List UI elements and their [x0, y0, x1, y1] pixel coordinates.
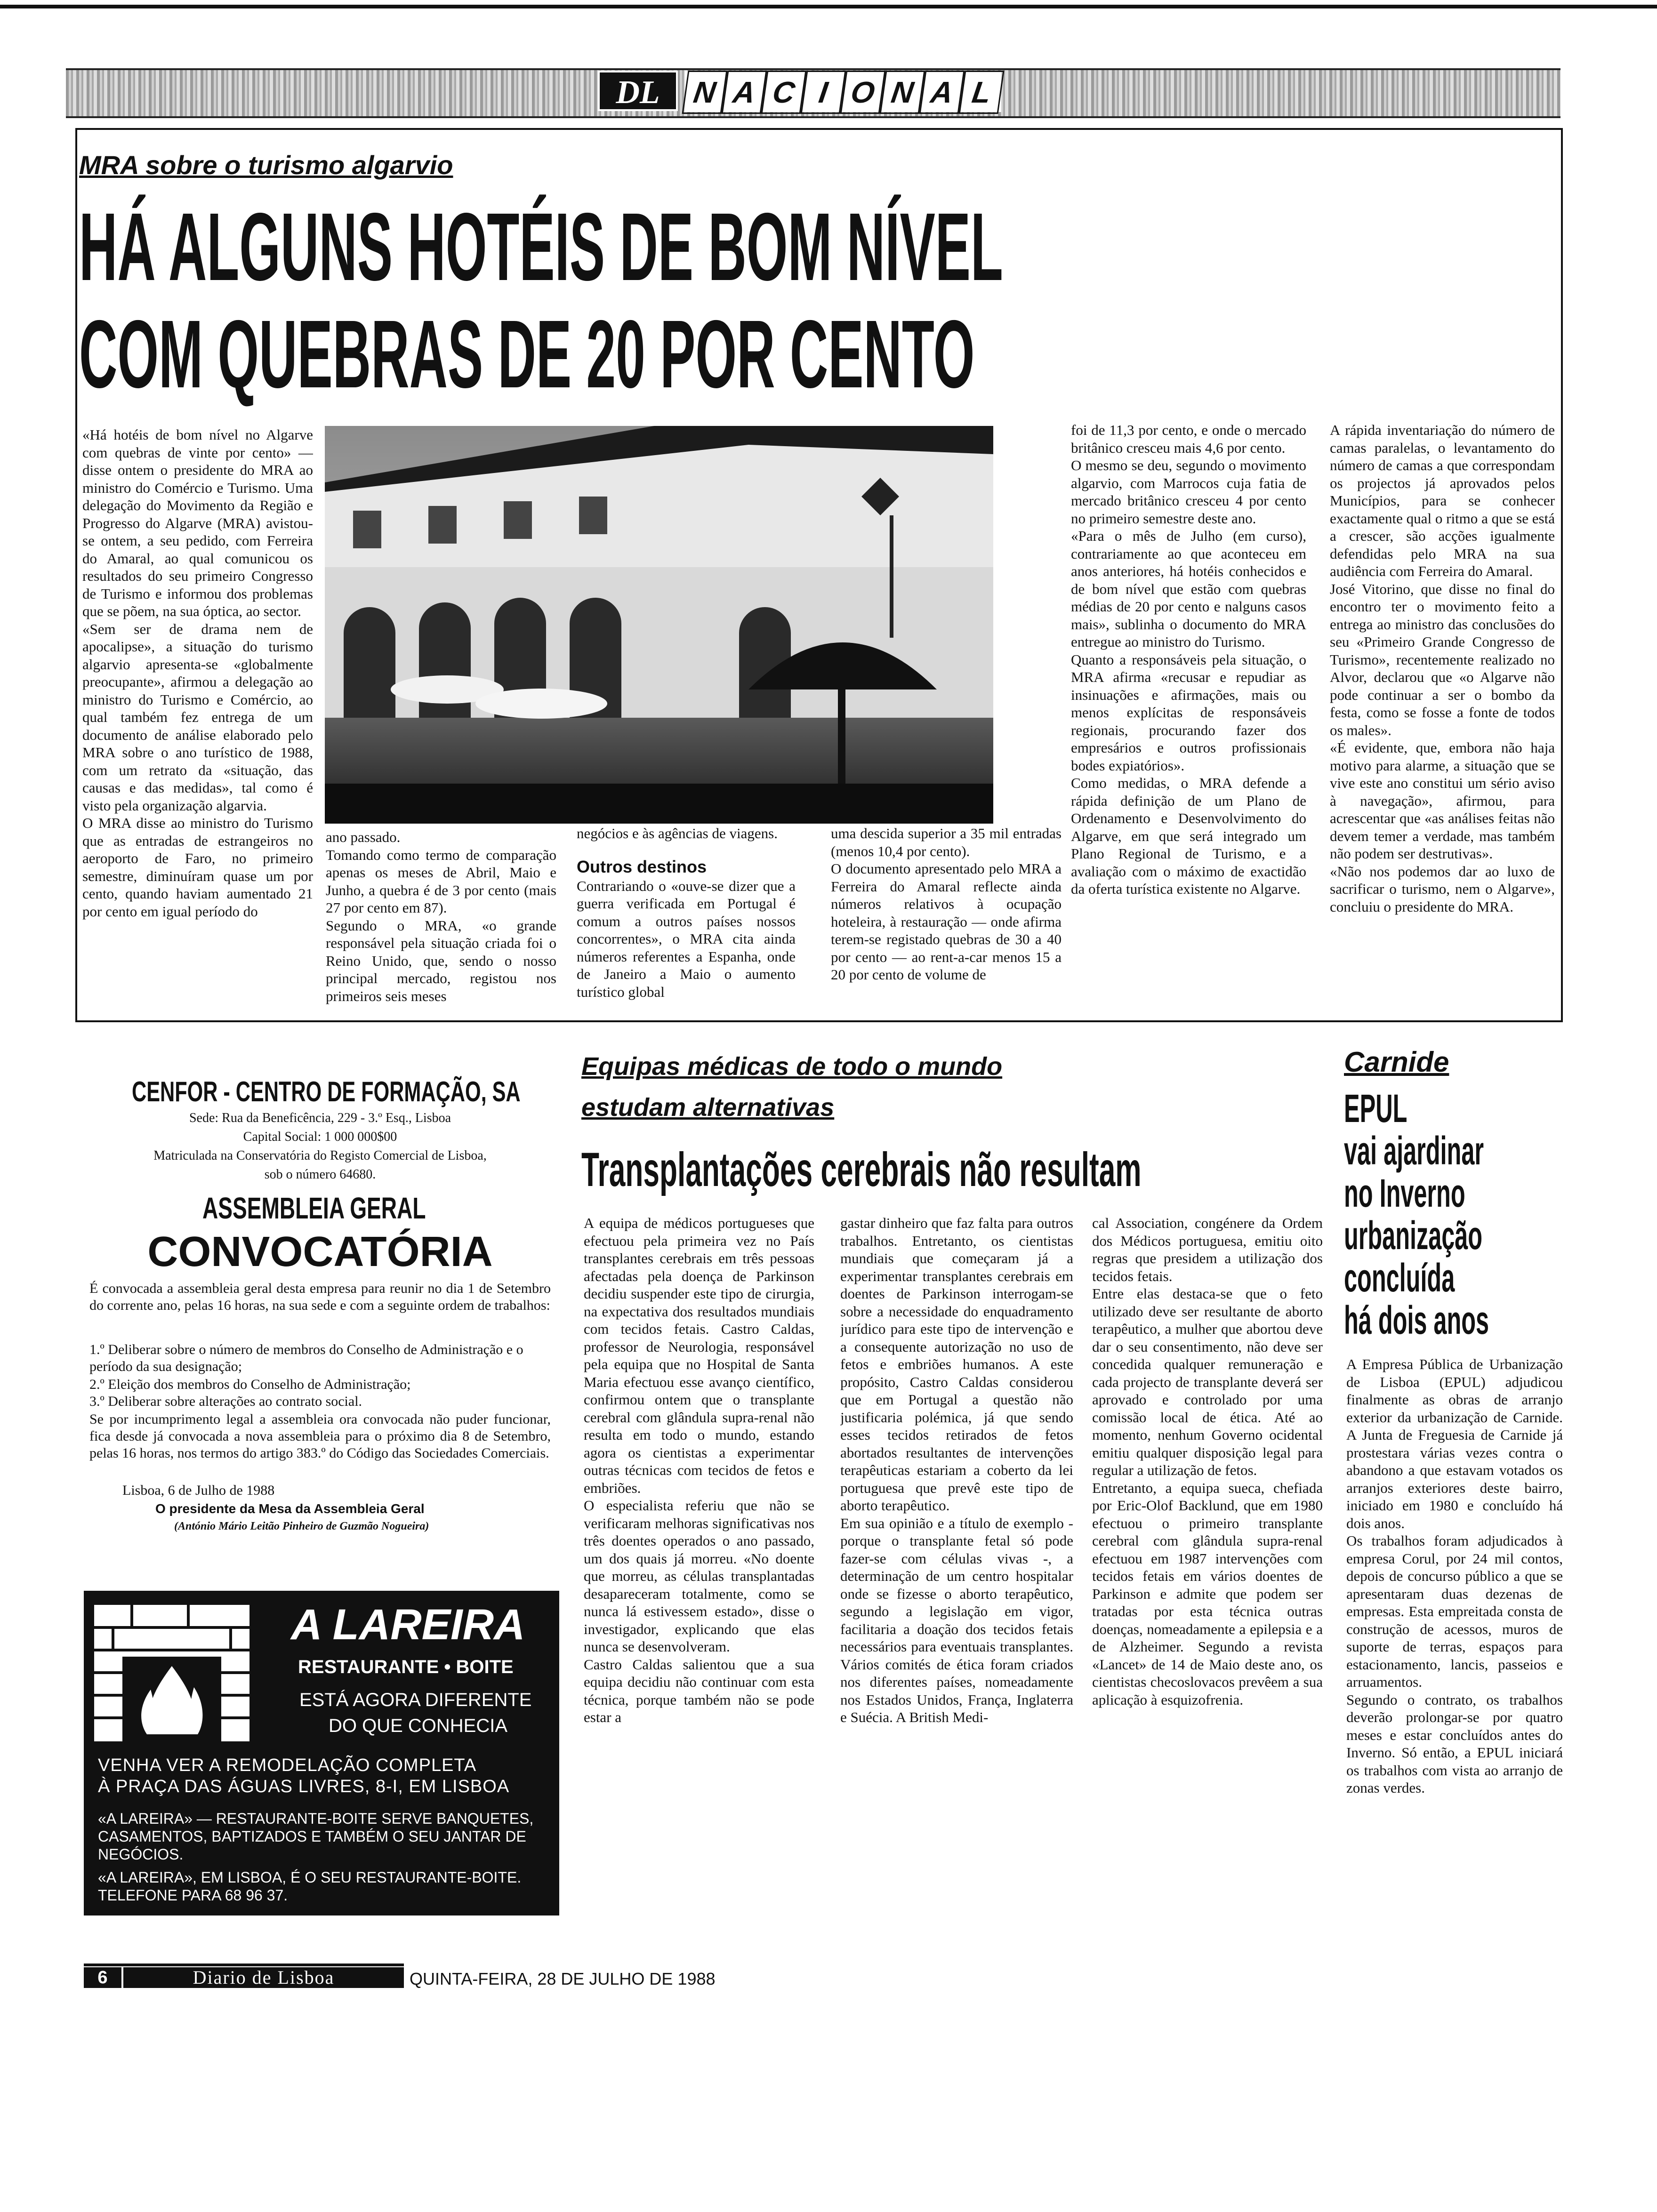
section-title [685, 71, 1001, 112]
lareira-tagline-1: ESTÁ AGORA DIFERENTE [299, 1690, 532, 1710]
masthead-text: Diario de Lisboa [193, 1967, 335, 1988]
section-letter: I [801, 71, 846, 114]
cenfor-convocation: CONVOCATÓRIA [147, 1228, 493, 1275]
page-number: 6 [97, 1968, 108, 1988]
cenfor-note: Se por incumprimento legal a assembleia ora convocada não puder funcionar, fica desde já convocada a nova assembleia para o próximo dia 8 de Setembro, pelas 16 horas, nos termos do artigo 383.º do Código das Sociedades Comerciais. [89, 1411, 551, 1461]
fireplace-icon [94, 1605, 249, 1741]
lareira-tagline-2: DO QUE CONHECIA [329, 1715, 508, 1736]
cenfor-date: Lisboa, 6 de Julho de 1988 [122, 1483, 275, 1498]
lead-column-3-rest: Contrariando o «ouve-se dizer que a guerra verificada em Portugal é comum a outros países nossos concorrentes», o MRA cita ainda números referentes a Espanha, onde de Janeiro a Maio o aumento turístico global [577, 877, 796, 1000]
carnide-headline-line: urbanização [1344, 1213, 1483, 1258]
cenfor-registry-1: Matriculada na Conservatória do Registo Comercial de Lisboa, [153, 1148, 487, 1163]
section-letter: O [840, 71, 886, 114]
lead-column-5: foi de 11,3 por cento, e onde o mercado britânico cresceu mais 4,6 por cento. O mesmo se deu, segundo o movimento algarvio, com Marrocos cuja fatia de mercado britânico cresceu 4 por cento no primeiro semestre deste ano. «Para o mês de Julho (em curso), contrariamente ao que aconteceu em anos anteriores, há hotéis conhecidos e de bom nível que estão com quebras médias de 20 por cento e nalguns casos mais», sublinha o documento do MRA entregue ao ministro do Turismo. Quanto a responsáveis pela situação, o MRA afirma «recusar e repudiar as insinuações e afirmações, mais ou menos explícitas de responsáveis regionais, procurando fazer dos empresários e outros profissionais bodes expiatórios». Como medidas, o MRA defende a rápida definição de um Plano de Ordenamento e Desenvolvimento do Algarve, em que será integrado um Plano Regional de Turismo, e a avaliação com o máximo de exactidão da oferta turística existente no Algarve. [1071, 422, 1306, 897]
logo-text: DL [616, 74, 660, 111]
section-letter: N [682, 71, 728, 114]
cenfor-capital: Capital Social: 1 000 000$00 [243, 1130, 397, 1144]
cenfor-registry-2: sob o número 64680. [264, 1167, 376, 1182]
hotel-photo-image [325, 426, 993, 824]
section-letter: A [722, 71, 767, 114]
transplant-column-2: gastar dinheiro que faz falta para outros trabalhos. Entretanto, os cientistas mundiais que começaram já a experimentar transplantes cerebrais em doentes de Parkinson interrogam-se sobre a necessidade do enquadramento jurídico para este tipo de intervenção e a consequente autorização no uso de fetos e embriões humanos. A este propósito, Castro Caldas considerou que em Portugal a questão não justificaria polémica, já que sendo esses tecidos retirados de fetos abortados resultantes de intervenções terapêuticas estariam a coberto da lei portuguesa que prevê este tipo de aborto terapêutico. Em sua opinião e a título de exemplo - porque o transplante fetal só pode fazer-se com células vivas -, a determinação de um centro hospitalar onde se fizesse o aborto terapêutico, segundo a legislação em vigor, facilitaria a doação dos tecidos fetais necessários para eventuais transplantes. Vários comités de ética foram criados nos diferentes países, nomeadamente nos Estados Unidos, França, Inglaterra e Suécia. A British Medi- [840, 1215, 1073, 1725]
lead-subhead: Outros destinos [577, 857, 707, 876]
carnide-headline-line: no Inverno [1344, 1171, 1465, 1215]
lareira-line-4: «A LAREIRA», EM LISBOA, É O SEU RESTAURANTE-BOITE. TELEFONE PARA 68 96 37. [98, 1869, 522, 1904]
lareira-ad [84, 1591, 559, 1915]
section-letter: C [761, 71, 807, 114]
cenfor-item-2: 2.º Eleição dos membros do Conselho de Administração; [89, 1377, 411, 1392]
carnide-headline-line: EPUL [1344, 1086, 1408, 1130]
cenfor-item-1: 1.º Deliberar sobre o número de membros do Conselho de Administração e o período da sua designação; [89, 1342, 523, 1374]
transplant-column-1: A equipa de médicos portugueses que efectuou pela primeira vez no País transplantes cerebrais em três pessoas afectadas pela doença de Parkinson decidiu suspender este tipo de cirurgia, na expectativa dos resultados mundiais com tecidos fetais. Castro Caldas, professor de Neurologia, responsável pela equipa que no Hospital de Santa Maria efectuou esse avanço científico, confirmou ontem que o transplante cerebral com glândula supra-renal não resulta em todo o mundo, estando agora os cientistas a experimentar outras técnicas com tecidos de fetos e embriões. O especialista referiu que não se verificaram melhoras significativas nos três doentes operados o ano passado, um dos quais já morreu. «No doente que morreu, as células transplantadas desapareceram totalmente, como se nunca lá estivessem estado», disse o investigador, explicando que elas nunca se desenvolveram. Castro Caldas salientou que a sua equipa decidiu não continuar com esta técnica, porque também não se pode estar a [584, 1215, 814, 1725]
cenfor-assembly: ASSEMBLEIA GERAL [202, 1191, 426, 1225]
cenfor-signature-title: O presidente da Mesa da Assembleia Geral [155, 1501, 425, 1516]
lareira-line-3: «A LAREIRA» — RESTAURANTE-BOITE SERVE BANQUETES, CASAMENTOS, BAPTIZADOS E TAMBÉM O SEU JANTAR DE NEGÓCIOS. [98, 1810, 534, 1863]
footer-date: QUINTA-FEIRA, 28 DE JULHO DE 1988 [410, 1969, 716, 1988]
cenfor-address: Sede: Rua da Beneficência, 229 - 3.º Esq., Lisboa [189, 1111, 451, 1125]
lareira-title: A LAREIRA [291, 1601, 525, 1649]
lead-column-3-top: negócios e às agências de viagens. [577, 825, 778, 842]
transplant-kicker-1: Equipas médicas de todo o mundo [581, 1052, 1003, 1081]
cenfor-intro: É convocada a assembleia geral desta empresa para reunir no dia 1 de Setembro do corrente ano, pelas 16 horas, na sua sede e com a seguinte ordem de trabalhos: [89, 1281, 551, 1313]
section-logo [598, 71, 678, 111]
carnide-body: A Empresa Pública de Urbanização de Lisboa (EPUL) adjudicou finalmente as obras de arranjo exterior da urbanização de Carnide. A Junta de Freguesia de Carnide já prostestara várias vezes contra o abandono a que estavam votados os arranjos exteriores deste bairro, iniciado em 1980 e concluído há dois anos. Os trabalhos foram adjudicados à empresa Corul, por 24 mil contos, depois de concurso público a que se apresentaram duas dezenas de empresas. Esta empreitada consta de construção de acessos, muros de suporte de terras, espaços para estacionamento, lancis, passeios e arruamentos. Segundo o contrato, os trabalhos deverão prolongar-se por quatro meses e estar concluídos antes do Inverno. Só então, a EPUL iniciará os trabalhos com vista ao arranjo de zonas verdes. [1346, 1356, 1563, 1796]
transplant-kicker-2: estudam alternativas [581, 1093, 835, 1122]
hotel-photo [325, 426, 993, 824]
cenfor-company: CENFOR - CENTRO DE FORMAÇÃO, SA [132, 1076, 521, 1107]
cenfor-notice [85, 1050, 555, 1567]
lead-column-3 [577, 825, 796, 1022]
carnide-kicker: Carnide [1344, 1046, 1449, 1078]
transplant-column-3: cal Association, congénere da Ordem dos Médicos portuguesa, emitiu oito regras que presidem a utilização dos tecidos fetais. Entre elas destaca-se que o feto utilizado deve ser resultante de aborto terapêutico, a mulher que abortou deve dar o seu consentimento, não deve ser concedida qualquer remuneração e cada projecto de transplante deverá ser aprovado e controlado por uma comissão local de ética. Até ao momento, nenhum Governo ocidental emitiu qualquer disposição legal para regular a utilização de fetos. Entretanto, a equipa sueca, chefiada por Eric-Olof Backlund, que em 1980 efectuou o primeiro transplante cerebral com glândula supra-renal efectuou em 1987 intervenções com tecidos fetais em vários doentes de Parkinson e admite que podem ser tratadas por esta técnica outras doenças, nomeadamente a epilepsia e a de Alzheimer. Segundo a revista «Lancet» de 14 de Maio deste ano, os cientistas checoslovacos prevêem a sua aplicação à esquizofrenia. [1092, 1215, 1323, 1708]
lead-headline-line1: HÁ ALGUNS HOTÉIS DE BOM NÍVEL [79, 193, 1003, 301]
footer-page-number [84, 1967, 121, 1988]
footer-rule [84, 1964, 404, 1966]
carnide-headline-line: vai ajardinar [1344, 1129, 1484, 1173]
cenfor-item-3: 3.º Deliberar sobre alterações ao contrato social. [89, 1394, 362, 1409]
lareira-line-2: À PRAÇA DAS ÁGUAS LIVRES, 8-I, EM LISBOA [98, 1777, 510, 1796]
lead-column-6: A rápida inventariação do número de camas paralelas, o levantamento do número de camas a que correspondam os projectos já aprovados pelos Municípios, para se conhecer exactamente qual o ritmo a que se está a crescer, são acções igualmente defendidas pelo MRA na sua audiência com Ferreira do Amaral. José Vitorino, que disse no final do encontro ter o movimento feito a entrega ao ministro das conclusões do seu «Primeiro Grande Congresso de Turismo», recentemente realizado no Alvor, declarou que «o Algarve não pode continuar a ser o bombo da festa, como se fosse a fonte de todos os males». «É evidente, que, embora não haja motivo para alarme, a situação que se vive este ano constitui um sério aviso à navegação», afirmou, para acrescentar que «as análises feitas não devem temer a verdade, mas também não podem ser destrutivas». «Não nos podemos dar ao luxo de sacrificar o turismo, nem o Algarve», concluiu o presidente do MRA. [1330, 422, 1555, 915]
lead-column-1: «Há hotéis de bom nível no Algarve com quebras de vinte por cento» — disse ontem o presidente do MRA ao ministro do Comércio e Turismo. Uma delegação do Movimento da Região e Progresso do Algarve (MRA) avistou-se ontem, a seu pedido, com Ferreira do Amaral, ao qual comunicou os resultados do seu primeiro Congresso de Turismo e informou dos problemas que se põem, na sua óptica, ao sector. «Sem ser de drama nem de apocalipse», a situação do turismo algarvio apresenta-se «globalmente preocupante», afirmou a delegação ao ministro do Turismo e Comércio, ao qual também fez entrega de um documento de análise elaborado pelo MRA sobre o ano turístico de 1988, com um retrato da «situação, das causas e das medidas», tal como é visto pela organização algarvia. O MRA disse ao ministro do Turismo que as entradas de estrangeiros no aeroporto de Faro, no primeiro semestre, diminuíram quase um por cento, quando haviam aumentado 21 por cento em igual período do [82, 426, 313, 920]
lareira-subtitle: RESTAURANTE • BOITE [298, 1657, 514, 1677]
carnide-headline-line: há dois anos [1344, 1298, 1489, 1342]
lead-column-4: uma descida superior a 35 mil entradas (menos 10,4 por cento). O documento apresentado pelo MRA a Ferreira do Amaral reflecte ainda números relativos à ocupação hoteleira, à restauração — onde afirma terem-se registado quebras de 30 a 40 por cento — ao rent-a-car menos 15 a 20 por cento de volume de [831, 825, 1062, 983]
top-rule [0, 5, 1657, 8]
lead-kicker: MRA sobre o turismo algarvio [79, 150, 453, 180]
section-letter: N [880, 71, 925, 114]
section-letter: A [919, 71, 965, 114]
section-letter: L [959, 71, 1005, 114]
carnide-headline-line: concluída [1344, 1256, 1455, 1300]
transplant-headline: Transplantações cerebrais não resultam [581, 1143, 1142, 1196]
carnide-headline [1344, 1087, 1560, 1351]
lareira-line-1: VENHA VER A REMODELAÇÃO COMPLETA [98, 1755, 477, 1775]
footer-masthead [123, 1967, 404, 1988]
lead-column-2: ano passado. Tomando como termo de comparação apenas os meses de Abril, Maio e Junho, a quebra é de 3 por cento (mais 27 por cento em 87). Segundo o MRA, «o grande responsável pela situação criada foi o Reino Unido, que, sendo o nosso principal mercado, registou nos primeiros seis meses [326, 829, 556, 1004]
cenfor-signature-name: (António Mário Leitão Pinheiro de Guzmão Nogueira) [174, 1520, 429, 1532]
lead-headline-line2: COM QUEBRAS DE 20 POR CENTO [79, 300, 975, 408]
